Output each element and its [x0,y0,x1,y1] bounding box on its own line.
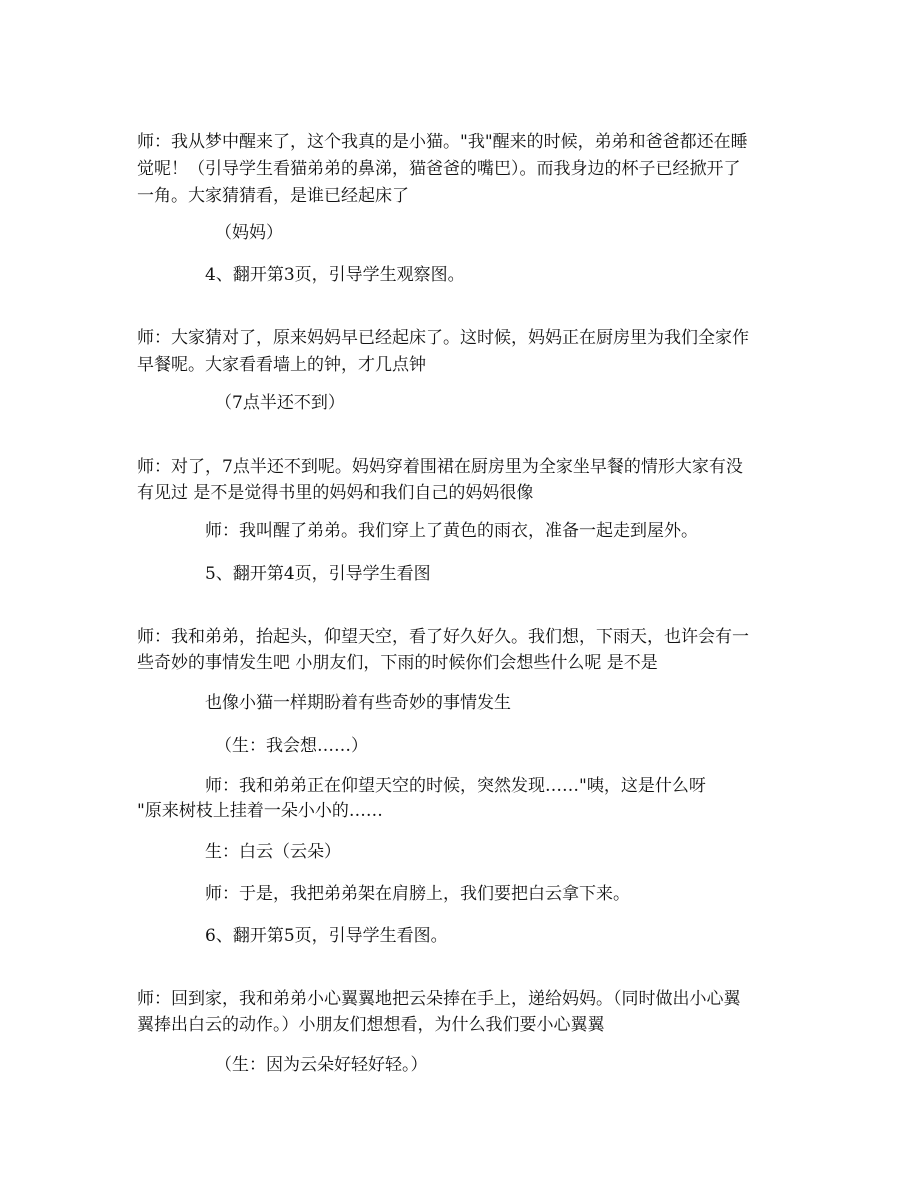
paragraph-line: 觉呢！（引导学生看猫弟弟的鼻涕，猫爸爸的嘴巴）。而我身边的杯子已经掀开了 [137,159,741,179]
paragraph-line: 师：我叫醒了弟弟。我们穿上了黄色的雨衣，准备一起走到屋外。 [205,521,698,541]
paragraph-line: 也像小猫一样期盼着有些奇妙的事情发生 [205,693,511,713]
paragraph-line: 师：我从梦中醒来了，这个我真的是小猫。"我"醒来的时候，弟弟和爸爸都还在睡 [137,132,748,152]
step-heading: 5、翻开第4页，引导学生看图 [205,564,431,584]
paragraph-line: （生：我会想……） [215,736,368,756]
paragraph-line: 些奇妙的事情发生吧 小朋友们，下雨的时候你们会想些什么呢 是不是 [137,653,658,673]
paragraph-line: 一角。大家猜猜看，是谁已经起床了 [137,186,409,206]
paragraph-line: 有见过 是不是觉得书里的妈妈和我们自己的妈妈很像 [137,483,534,503]
paragraph-line: （7点半还不到） [215,393,345,413]
paragraph-line: 师：于是，我把弟弟架在肩膀上，我们要把白云拿下来。 [205,884,630,904]
step-heading: 4、翻开第3页，引导学生观察图。 [205,265,465,285]
paragraph-line: 师：我和弟弟正在仰望天空的时候，突然发现……"咦，这是什么呀 [205,776,706,796]
paragraph-line: 师：大家猜对了，原来妈妈早已经起床了。这时候，妈妈正在厨房里为我们全家作 [137,328,749,348]
paragraph-line: "原来树枝上挂着一朵小小的…… [137,801,383,821]
paragraph-line: 生：白云（云朵） [205,842,341,862]
paragraph-line: 师：对了，7点半还不到呢。妈妈穿着围裙在厨房里为全家坐早餐的情形大家有没 [137,457,743,477]
paragraph-line: （妈妈） [215,223,283,243]
paragraph-line: （生：因为云朵好轻好轻。） [215,1055,428,1075]
step-heading: 6、翻开第5页，引导学生看图。 [205,926,448,946]
paragraph-line: 早餐呢。大家看看墙上的钟，才几点钟 [137,355,426,375]
paragraph-line: 翼捧出白云的动作。）小朋友们想想看，为什么我们要小心翼翼 [137,1015,605,1035]
paragraph-line: 师：我和弟弟，抬起头，仰望天空，看了好久好久。我们想，下雨天，也许会有一 [137,627,749,647]
paragraph-line: 师：回到家，我和弟弟小心翼翼地把云朵捧在手上，递给妈妈。（同时做出小心翼 [137,989,741,1009]
